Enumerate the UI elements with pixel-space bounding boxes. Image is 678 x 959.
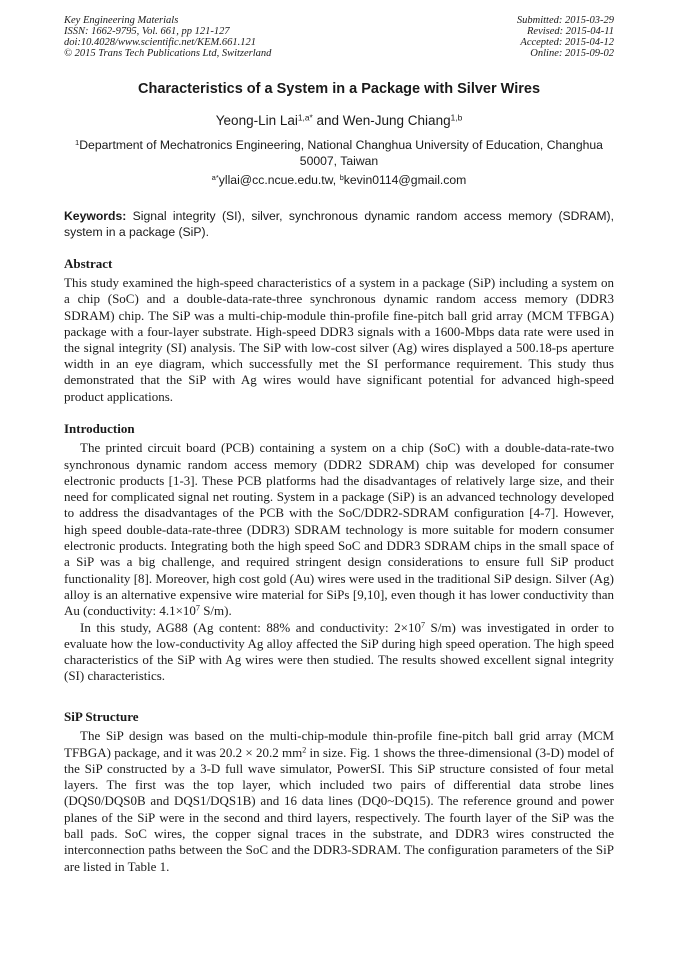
intro-p2-text: In this study, AG88 (Ag content: 88% and conductivity: 2×10 (80, 619, 421, 635)
author-list (40, 113, 638, 128)
email-a-marker: a* (211, 172, 219, 182)
date-online: Online: 2015-09-02 (530, 48, 614, 59)
author-2: Wen-Jung Chiang (342, 113, 451, 128)
journal-name: Key Engineering Materials (64, 15, 179, 26)
intro-p1-exponent: 7 (195, 603, 200, 613)
abstract-text: This study examined the high-speed characteristics of a system in a package (SiP) including a system on a chip (SoC) and a double-data-rate-three synchronous dynamic random access memory (DDR3 SDRAM) chip. The SiP was a multi-chip-module thin-profile fine-pitch ball grid array (MCM TFBGA) package with a four-layer substrate. High-speed DDR3 signals with a 1600-Mbps data rate were used in the signal integrity (SI) analysis. The SiP with low-cost silver (Ag) wires displayed a 500.18-ps aperture width in an eye diagram, which successfully met the SI performance requirement. This study thus demonstrated that the SiP with Ag wires would have significant potential for advanced high-speed product applications. (64, 275, 614, 404)
keywords-text: Signal integrity (SI), silver, synchronous dynamic random access memory (SDRAM), system in a package (SiP). (64, 209, 614, 239)
publication-dates (517, 15, 614, 59)
date-accepted: Accepted: 2015-04-12 (520, 37, 614, 48)
sip-structure-heading: SiP Structure (64, 709, 139, 724)
intro-p2-end: S/m) was investigated in order to evaluate how the low-conductivity Ag alloy affected the SiP during high speed operation. The high speed characteristics of the SiP with Ag wires were then studied. The results showed excellent signal integrity (SI) characteristics. (64, 619, 615, 684)
sip-p1-end: in size. Fig. 1 shows the three-dimensional (3-D) model of the SiP constructed by a 3-D full wave simulator, PowerSI. This SiP structure consisted of four metal layers. The first was the top layer, which included two pairs of differential data strobe lines (DQS0/DQS0B and DQS1/DQS1B) and 16 data lines (DQ0~DQ15). The reference ground and power planes of the SiP were in the second and third layers, respectively. The fourth layer of the SiP was the ball pads. SoC wires, the copper signal traces in the substrate, and DDR3 wires constructed the interconnection paths between the SoC and the DDR3-SDRAM. The configuration parameters of the SiP are listed in Table 1. (64, 744, 614, 874)
paper-title: Characteristics of a System in a Package with Silver Wires (137, 81, 541, 97)
email-a: yllai@cc.ncue.edu.tw, (218, 173, 340, 187)
author-emails (64, 173, 614, 187)
intro-p1-end: S/m). (199, 603, 232, 619)
email-b: kevin0114@gmail.com (343, 173, 467, 187)
journal-issn: ISSN: 1662-9795, Vol. 661, pp 121-127 (64, 26, 230, 37)
author-separator: and (312, 113, 343, 128)
author-1: Yeong-Lin Lai (215, 113, 298, 128)
author-2-marker: 1,b (450, 112, 463, 123)
abstract-heading: Abstract (64, 256, 113, 271)
introduction-section (64, 421, 614, 685)
sip-p1-text: The SiP design was based on the multi-chip-module thin-profile fine-pitch ball grid array (MCM TFBGA) package, and it was 20.2 × 20.2 mm (64, 728, 614, 760)
author-1-marker: 1,a* (297, 112, 313, 123)
affiliation-marker: 1 (75, 137, 80, 147)
sip-p1-exponent: 2 (302, 745, 307, 755)
introduction-paragraph-2 (64, 620, 614, 685)
sip-structure-paragraph (64, 728, 614, 875)
journal-info (64, 15, 271, 59)
abstract-section (64, 256, 614, 405)
introduction-heading: Introduction (64, 421, 135, 436)
affiliation-text: Department of Mechatronics Engineering, National Changhua University of Education, Changhua 50007, Taiwan (79, 138, 603, 168)
sip-structure-section (64, 709, 614, 875)
journal-doi: doi:10.4028/www.scientific.net/KEM.661.121 (64, 37, 256, 48)
keywords-label: Keywords: (64, 209, 127, 223)
intro-p1-text: The printed circuit board (PCB) containing a system on a chip (SoC) with a double-data-rate-two synchronous dynamic random access memory (DDR2 SDRAM) chip was developed for consumer electronic products [1-3]. These PCB platforms had the disadvantages of relatively large size, and their need for complicated signal net routing. System in a package (SiP) is an advanced technology developed to address the disadvantages of the PCB with the SoC/DDR2-SDRAM configuration [4-7]. However, high speed double-data-rate-three (DDR3) SDRAM technology is more suitable for modern consumer electronic products. Integrating both the high speed SoC and DDR3 SDRAM chips in the small space of a SiP was a big challenge, and required stringent design considerations to ensure full SiP product functionality [8]. Moreover, high cost gold (Au) wires were used in the traditional SiP design. Silver (Ag) alloy is an alternative expensive wire material for SiPs [9,10], even though it has lower conductivity than Au (conductivity: 4.1×10 (64, 440, 614, 619)
date-submitted: Submitted: 2015-03-29 (516, 15, 614, 26)
intro-p2-exponent: 7 (420, 620, 425, 630)
date-revised: Revised: 2015-04-11 (527, 26, 614, 37)
journal-copyright: © 2015 Trans Tech Publications Ltd, Switzerland (64, 48, 272, 59)
email-b-marker: b (339, 172, 344, 182)
affiliation (64, 137, 614, 169)
keywords (64, 208, 614, 240)
introduction-paragraph-1 (64, 440, 614, 619)
